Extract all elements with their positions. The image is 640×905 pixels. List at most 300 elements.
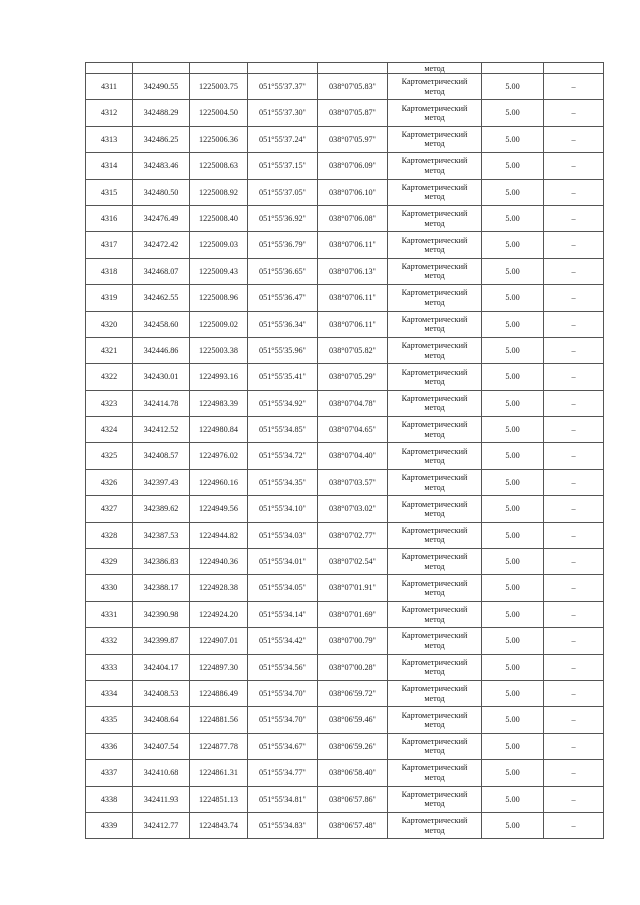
cell-description: – (544, 812, 604, 838)
method-line-1: Картометрический (401, 710, 468, 720)
cell-method (388, 390, 482, 416)
cell-accuracy: 5.00 (482, 126, 544, 152)
method-line-1: Картометрический (401, 552, 468, 562)
cell-description: – (544, 100, 604, 126)
cell-longitude: 038°07'04.78" (318, 390, 388, 416)
cell-description: – (544, 232, 604, 258)
cell-y-coordinate: 1224907.01 (190, 628, 248, 654)
cell-empty (482, 63, 544, 74)
cell-accuracy: 5.00 (482, 628, 544, 654)
method-line-2: метод (424, 799, 445, 809)
cell-latitude: 051°55'34.56" (248, 654, 318, 680)
cell-point-number: 4333 (86, 654, 133, 680)
cell-latitude: 051°55'34.85" (248, 417, 318, 443)
method-line-1: Картометрический (401, 262, 468, 272)
cell-point-number: 4336 (86, 733, 133, 759)
table-row (86, 601, 604, 627)
cell-point-number: 4332 (86, 628, 133, 654)
cell-longitude: 038°07'06.11" (318, 311, 388, 337)
method-line-2: метод (424, 508, 445, 518)
cell-point-number: 4318 (86, 258, 133, 284)
cell-description: – (544, 417, 604, 443)
cell-accuracy: 5.00 (482, 680, 544, 706)
cell-x-coordinate: 342408.64 (133, 707, 190, 733)
cell-accuracy: 5.00 (482, 575, 544, 601)
cell-point-number: 4328 (86, 522, 133, 548)
cell-method (388, 469, 482, 495)
cell-point-number: 4319 (86, 285, 133, 311)
cell-latitude: 051°55'37.24" (248, 126, 318, 152)
cell-x-coordinate: 342397.43 (133, 469, 190, 495)
cell-accuracy: 5.00 (482, 390, 544, 416)
cell-x-coordinate: 342387.53 (133, 522, 190, 548)
cell-method (388, 549, 482, 575)
method-line-2: метод (424, 86, 445, 96)
cell-longitude: 038°07'05.97" (318, 126, 388, 152)
cell-longitude: 038°06'57.48" (318, 812, 388, 838)
cell-y-coordinate: 1225009.03 (190, 232, 248, 258)
cell-description: – (544, 522, 604, 548)
cell-accuracy: 5.00 (482, 337, 544, 363)
cell-point-number: 4322 (86, 364, 133, 390)
cell-y-coordinate: 1225003.75 (190, 74, 248, 100)
method-line-2: метод (424, 720, 445, 730)
cell-y-coordinate: 1224976.02 (190, 443, 248, 469)
cell-method (388, 496, 482, 522)
cell-method (388, 74, 482, 100)
cell-x-coordinate: 342410.68 (133, 760, 190, 786)
cell-description: – (544, 258, 604, 284)
cell-method (388, 575, 482, 601)
cell-latitude: 051°55'34.35" (248, 469, 318, 495)
cell-method (388, 628, 482, 654)
cell-latitude: 051°55'34.70" (248, 680, 318, 706)
method-line-2: метод (424, 429, 445, 439)
cell-latitude: 051°55'36.79" (248, 232, 318, 258)
method-line-2: метод (424, 165, 445, 175)
cell-description: – (544, 311, 604, 337)
cell-latitude: 051°55'34.03" (248, 522, 318, 548)
method-line-2: метод (424, 535, 445, 545)
table-row (86, 786, 604, 812)
cell-description: – (544, 179, 604, 205)
cell-method (388, 337, 482, 363)
cell-x-coordinate: 342488.29 (133, 100, 190, 126)
cell-point-number: 4334 (86, 680, 133, 706)
method-line-2: метод (424, 218, 445, 228)
method-line-1: Картометрический (401, 367, 468, 377)
table-row (86, 417, 604, 443)
cell-y-coordinate: 1224924.20 (190, 601, 248, 627)
method-line-2: метод (424, 192, 445, 202)
cell-description: – (544, 153, 604, 179)
cell-y-coordinate: 1224940.36 (190, 549, 248, 575)
cell-method (388, 812, 482, 838)
cell-point-number: 4327 (86, 496, 133, 522)
cell-x-coordinate: 342462.55 (133, 285, 190, 311)
cell-point-number: 4331 (86, 601, 133, 627)
cell-point-number: 4337 (86, 760, 133, 786)
method-line-1: Картометрический (401, 578, 468, 588)
cell-method (388, 680, 482, 706)
table-row (86, 707, 604, 733)
cell-latitude: 051°55'34.05" (248, 575, 318, 601)
cell-x-coordinate: 342390.98 (133, 601, 190, 627)
cell-latitude: 051°55'34.83" (248, 812, 318, 838)
cell-x-coordinate: 342412.52 (133, 417, 190, 443)
cell-latitude: 051°55'36.34" (248, 311, 318, 337)
cell-accuracy: 5.00 (482, 443, 544, 469)
method-line-1: Картометрический (401, 156, 468, 166)
table-row (86, 443, 604, 469)
cell-x-coordinate: 342407.54 (133, 733, 190, 759)
cell-point-number: 4314 (86, 153, 133, 179)
table-row (86, 232, 604, 258)
cell-point-number: 4312 (86, 100, 133, 126)
cell-longitude: 038°07'05.87" (318, 100, 388, 126)
cell-accuracy: 5.00 (482, 654, 544, 680)
cell-method (388, 760, 482, 786)
cell-accuracy: 5.00 (482, 786, 544, 812)
table-row (86, 496, 604, 522)
cell-longitude: 038°07'02.77" (318, 522, 388, 548)
cell-x-coordinate: 342404.17 (133, 654, 190, 680)
cell-method (388, 100, 482, 126)
cell-latitude: 051°55'35.96" (248, 337, 318, 363)
cell-y-coordinate: 1224928.38 (190, 575, 248, 601)
cell-x-coordinate: 342490.55 (133, 74, 190, 100)
cell-y-coordinate: 1224983.39 (190, 390, 248, 416)
method-line-1: Картометрический (401, 314, 468, 324)
cell-latitude: 051°55'34.92" (248, 390, 318, 416)
cell-description: – (544, 575, 604, 601)
table-row (86, 680, 604, 706)
cell-y-coordinate: 1224861.31 (190, 760, 248, 786)
method-line-2: метод (424, 350, 445, 360)
cell-y-coordinate: 1224897.30 (190, 654, 248, 680)
table-row (86, 205, 604, 231)
cell-method (388, 443, 482, 469)
cell-method (388, 311, 482, 337)
cell-empty (133, 63, 190, 74)
cell-x-coordinate: 342408.53 (133, 680, 190, 706)
method-line-2: метод (424, 667, 445, 677)
method-line-1: Картометрический (401, 420, 468, 430)
cell-x-coordinate: 342386.83 (133, 549, 190, 575)
cell-description: – (544, 733, 604, 759)
method-line-1: Картометрический (401, 182, 468, 192)
cell-y-coordinate: 1225008.92 (190, 179, 248, 205)
cell-method (388, 786, 482, 812)
cell-x-coordinate: 342414.78 (133, 390, 190, 416)
table-row (86, 733, 604, 759)
method-line-2: метод (424, 324, 445, 334)
table-row (86, 812, 604, 838)
table-row (86, 153, 604, 179)
cell-method (388, 258, 482, 284)
cell-description: – (544, 469, 604, 495)
cell-longitude: 038°07'02.54" (318, 549, 388, 575)
cell-empty (248, 63, 318, 74)
cell-x-coordinate: 342480.50 (133, 179, 190, 205)
cell-point-number: 4321 (86, 337, 133, 363)
cell-y-coordinate: 1224877.78 (190, 733, 248, 759)
cell-longitude: 038°07'05.83" (318, 74, 388, 100)
method-line-2: метод (424, 297, 445, 307)
table-row (86, 364, 604, 390)
cell-method-tail: метод (388, 63, 482, 74)
cell-x-coordinate: 342483.46 (133, 153, 190, 179)
cell-longitude: 038°07'06.11" (318, 285, 388, 311)
cell-method (388, 707, 482, 733)
method-line-2: метод (424, 482, 445, 492)
cell-description: – (544, 707, 604, 733)
cell-empty (86, 63, 133, 74)
table-row (86, 760, 604, 786)
cell-description: – (544, 601, 604, 627)
table-row (86, 654, 604, 680)
cell-x-coordinate: 342476.49 (133, 205, 190, 231)
cell-y-coordinate: 1224993.16 (190, 364, 248, 390)
cell-point-number: 4323 (86, 390, 133, 416)
cell-latitude: 051°55'34.01" (248, 549, 318, 575)
table-row (86, 311, 604, 337)
cell-description: – (544, 285, 604, 311)
cell-y-coordinate: 1225008.40 (190, 205, 248, 231)
cell-y-coordinate: 1224980.84 (190, 417, 248, 443)
cell-method (388, 654, 482, 680)
method-line-2: метод (424, 825, 445, 835)
cell-y-coordinate: 1225008.96 (190, 285, 248, 311)
cell-point-number: 4326 (86, 469, 133, 495)
cell-point-number: 4315 (86, 179, 133, 205)
table-row (86, 390, 604, 416)
cell-latitude: 051°55'37.37" (248, 74, 318, 100)
cell-description: – (544, 74, 604, 100)
method-line-2: метод (424, 403, 445, 413)
cell-method (388, 179, 482, 205)
cell-y-coordinate: 1225003.38 (190, 337, 248, 363)
cell-longitude: 038°07'00.79" (318, 628, 388, 654)
cell-x-coordinate: 342411.93 (133, 786, 190, 812)
cell-accuracy: 5.00 (482, 258, 544, 284)
cell-empty (544, 63, 604, 74)
cell-description: – (544, 760, 604, 786)
cell-longitude: 038°07'03.57" (318, 469, 388, 495)
method-line-1: Картометрический (401, 737, 468, 747)
cell-x-coordinate: 342446.86 (133, 337, 190, 363)
cell-accuracy: 5.00 (482, 707, 544, 733)
cell-description: – (544, 337, 604, 363)
cell-empty (190, 63, 248, 74)
table-row (86, 126, 604, 152)
method-line-1: Картометрический (401, 525, 468, 535)
cell-method (388, 733, 482, 759)
cell-accuracy: 5.00 (482, 205, 544, 231)
method-line-1: Картометрический (401, 473, 468, 483)
table-row (86, 549, 604, 575)
method-line-1: Картометрический (401, 499, 468, 509)
cell-accuracy: 5.00 (482, 179, 544, 205)
cell-description: – (544, 390, 604, 416)
cell-latitude: 051°55'37.05" (248, 179, 318, 205)
cell-x-coordinate: 342430.01 (133, 364, 190, 390)
cell-x-coordinate: 342399.87 (133, 628, 190, 654)
method-line-2: метод (424, 746, 445, 756)
cell-accuracy: 5.00 (482, 601, 544, 627)
method-line-1: Картометрический (401, 393, 468, 403)
cell-description: – (544, 443, 604, 469)
cell-x-coordinate: 342389.62 (133, 496, 190, 522)
cell-accuracy: 5.00 (482, 153, 544, 179)
cell-latitude: 051°55'34.72" (248, 443, 318, 469)
cell-point-number: 4330 (86, 575, 133, 601)
method-line-1: Картометрический (401, 446, 468, 456)
table-row (86, 337, 604, 363)
table-body (86, 63, 604, 839)
cell-latitude: 051°55'36.47" (248, 285, 318, 311)
cell-y-coordinate: 1224843.74 (190, 812, 248, 838)
method-line-1: Картометрический (401, 341, 468, 351)
cell-point-number: 4339 (86, 812, 133, 838)
cell-point-number: 4325 (86, 443, 133, 469)
cell-latitude: 051°55'34.81" (248, 786, 318, 812)
cell-latitude: 051°55'35.41" (248, 364, 318, 390)
cell-longitude: 038°07'04.40" (318, 443, 388, 469)
method-line-2: метод (424, 693, 445, 703)
cell-description: – (544, 628, 604, 654)
method-line-2: метод (424, 588, 445, 598)
cell-latitude: 051°55'34.70" (248, 707, 318, 733)
method-line-1: Картометрический (401, 130, 468, 140)
table-row (86, 575, 604, 601)
cell-description: – (544, 654, 604, 680)
method-line-2: метод (424, 561, 445, 571)
cell-x-coordinate: 342458.60 (133, 311, 190, 337)
cell-description: – (544, 496, 604, 522)
method-line-2: метод (424, 245, 445, 255)
cell-longitude: 038°07'06.08" (318, 205, 388, 231)
cell-latitude: 051°55'36.65" (248, 258, 318, 284)
cell-method (388, 205, 482, 231)
method-line-1: Картометрический (401, 816, 468, 826)
cell-y-coordinate: 1224886.49 (190, 680, 248, 706)
cell-latitude: 051°55'37.15" (248, 153, 318, 179)
cell-point-number: 4311 (86, 74, 133, 100)
cell-latitude: 051°55'34.67" (248, 733, 318, 759)
cell-description: – (544, 364, 604, 390)
cell-y-coordinate: 1224949.56 (190, 496, 248, 522)
cell-x-coordinate: 342486.25 (133, 126, 190, 152)
cell-accuracy: 5.00 (482, 232, 544, 258)
cell-method (388, 522, 482, 548)
method-line-1: Картометрический (401, 235, 468, 245)
cell-accuracy: 5.00 (482, 285, 544, 311)
cell-longitude: 038°07'06.10" (318, 179, 388, 205)
cell-description: – (544, 205, 604, 231)
cell-empty (318, 63, 388, 74)
cell-description: – (544, 549, 604, 575)
method-line-1: Картометрический (401, 657, 468, 667)
table-row (86, 258, 604, 284)
cell-accuracy: 5.00 (482, 469, 544, 495)
cell-method (388, 232, 482, 258)
cell-x-coordinate: 342412.77 (133, 812, 190, 838)
cell-accuracy: 5.00 (482, 417, 544, 443)
table-row (86, 100, 604, 126)
table-row (86, 285, 604, 311)
cell-point-number: 4338 (86, 786, 133, 812)
method-line-1: Картометрический (401, 605, 468, 615)
cell-accuracy: 5.00 (482, 311, 544, 337)
cell-accuracy: 5.00 (482, 496, 544, 522)
cell-accuracy: 5.00 (482, 733, 544, 759)
cell-longitude: 038°06'57.86" (318, 786, 388, 812)
cell-method (388, 126, 482, 152)
method-line-1: Картометрический (401, 684, 468, 694)
cell-latitude: 051°55'34.42" (248, 628, 318, 654)
cell-longitude: 038°07'03.02" (318, 496, 388, 522)
cell-accuracy: 5.00 (482, 364, 544, 390)
cell-method (388, 285, 482, 311)
cell-x-coordinate: 342472.42 (133, 232, 190, 258)
table-row (86, 469, 604, 495)
method-line-1: Картометрический (401, 77, 468, 87)
coordinates-table (85, 62, 604, 839)
cell-longitude: 038°06'59.72" (318, 680, 388, 706)
cell-method (388, 417, 482, 443)
cell-y-coordinate: 1224881.56 (190, 707, 248, 733)
cell-latitude: 051°55'34.10" (248, 496, 318, 522)
cell-accuracy: 5.00 (482, 74, 544, 100)
cell-latitude: 051°55'34.77" (248, 760, 318, 786)
method-line-1: Картометрический (401, 288, 468, 298)
cell-longitude: 038°06'58.40" (318, 760, 388, 786)
cell-longitude: 038°06'59.46" (318, 707, 388, 733)
cell-method (388, 364, 482, 390)
cell-longitude: 038°07'06.13" (318, 258, 388, 284)
cell-x-coordinate: 342468.07 (133, 258, 190, 284)
cell-latitude: 051°55'37.30" (248, 100, 318, 126)
cell-y-coordinate: 1224944.82 (190, 522, 248, 548)
cell-longitude: 038°06'59.26" (318, 733, 388, 759)
cell-x-coordinate: 342408.57 (133, 443, 190, 469)
cell-accuracy: 5.00 (482, 549, 544, 575)
method-line-2: метод (424, 456, 445, 466)
cell-y-coordinate: 1224960.16 (190, 469, 248, 495)
method-line-2: метод (424, 772, 445, 782)
cell-longitude: 038°07'05.29" (318, 364, 388, 390)
cell-y-coordinate: 1225006.36 (190, 126, 248, 152)
cell-y-coordinate: 1225009.02 (190, 311, 248, 337)
table-row-continuation (86, 63, 604, 74)
cell-point-number: 4317 (86, 232, 133, 258)
cell-longitude: 038°07'00.28" (318, 654, 388, 680)
method-line-1: Картометрический (401, 209, 468, 219)
cell-method (388, 153, 482, 179)
cell-longitude: 038°07'01.91" (318, 575, 388, 601)
cell-latitude: 051°55'36.92" (248, 205, 318, 231)
cell-accuracy: 5.00 (482, 100, 544, 126)
method-line-2: метод (424, 614, 445, 624)
cell-description: – (544, 680, 604, 706)
table-row (86, 628, 604, 654)
cell-point-number: 4329 (86, 549, 133, 575)
table-row (86, 522, 604, 548)
cell-longitude: 038°07'04.65" (318, 417, 388, 443)
cell-y-coordinate: 1225008.63 (190, 153, 248, 179)
cell-accuracy: 5.00 (482, 812, 544, 838)
